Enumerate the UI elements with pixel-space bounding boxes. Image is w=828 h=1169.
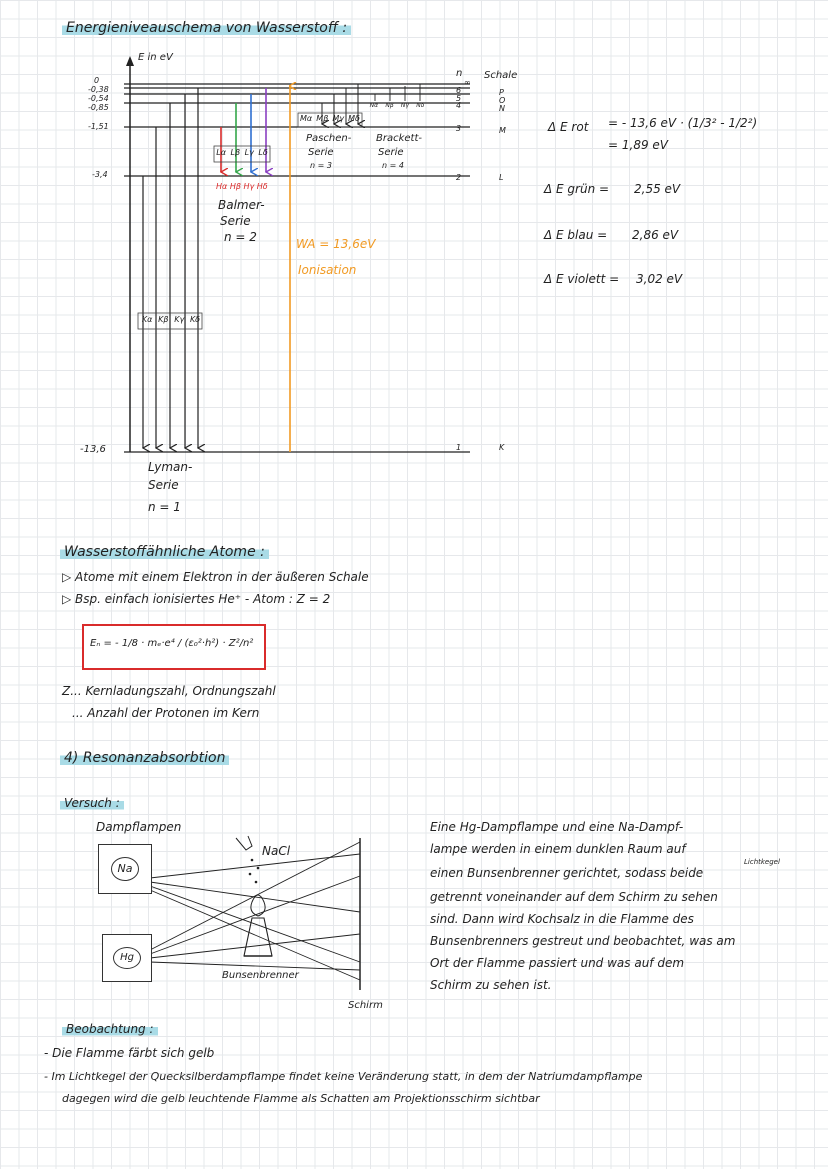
axis-arrowhead xyxy=(126,56,134,66)
n-4: 4 xyxy=(456,101,462,110)
balmer-labels xyxy=(214,148,270,157)
n-header: n xyxy=(456,68,463,79)
balmer-h-labels: Hα Hβ Hγ Hδ xyxy=(216,182,268,191)
delta-blau-value: 2,86 eV xyxy=(632,228,679,242)
schale-header: Schale xyxy=(484,70,518,81)
tick-136: -13,6 xyxy=(80,444,106,455)
lichtkegel-note: Lichtkegel xyxy=(744,858,780,866)
na-lamp-box xyxy=(98,844,152,894)
hand-icon xyxy=(236,836,252,850)
schale-k: K xyxy=(499,443,505,452)
balmer-serie: Serie xyxy=(220,214,251,228)
energy-level-diagram xyxy=(0,0,828,520)
lyman-label-1: Kα xyxy=(141,315,153,324)
desc-line-4: getrennt voneinander auf dem Schirm zu sehen xyxy=(430,890,718,904)
schirm-label: Schirm xyxy=(348,1000,383,1011)
salt-grain xyxy=(251,859,254,862)
brackett-label-1: Nα xyxy=(369,102,379,109)
lyman-n: n = 1 xyxy=(148,500,181,514)
desc-line-1: Eine Hg-Dampflampe und eine Na-Dampf- xyxy=(430,820,684,834)
balmer-name: Balmer- xyxy=(218,198,265,212)
hg-lamp-box xyxy=(102,934,152,982)
balmer-label-2: Lβ xyxy=(230,148,241,157)
tick-038: -0,38 xyxy=(88,85,109,94)
n-6: 6 xyxy=(456,86,462,95)
lyman-labels xyxy=(139,315,203,324)
lyman-label-3: Kγ xyxy=(174,315,185,324)
tick-34: -3,4 xyxy=(92,170,108,179)
ray-hg-3 xyxy=(150,934,360,958)
balmer-label-3: Lγ xyxy=(244,148,254,157)
tick-054: -0,54 xyxy=(88,94,109,103)
delta-violett-label: Δ E violett = xyxy=(544,272,620,286)
lyman-label-4: Kδ xyxy=(189,315,201,324)
lyman-label-2: Kβ xyxy=(158,315,169,324)
delta-violett-value: 3,02 eV xyxy=(636,272,683,286)
paschen-label-2: Mβ xyxy=(316,114,329,123)
paschen-name: Paschen- xyxy=(306,133,352,144)
paschen-labels xyxy=(298,114,362,123)
schale-p: P xyxy=(499,88,504,97)
z-line2: ... Anzahl der Protonen im Kern xyxy=(72,706,260,720)
n-5: 5 xyxy=(456,94,462,103)
delta-gruen-label: Δ E grün = xyxy=(544,182,610,196)
schale-n: N xyxy=(499,104,505,113)
tick-085: -0,85 xyxy=(88,103,109,112)
desc-line-2: lampe werden in einem dunklen Raum auf xyxy=(430,842,686,856)
beobachtung-heading: Beobachtung : xyxy=(62,1022,158,1036)
balmer-label-1: Lα xyxy=(216,148,226,157)
brackett-serie: Serie xyxy=(378,147,404,158)
lyman-serie: Serie xyxy=(148,478,179,492)
desc-line-6: Bunsenbrenners gestreut und beobachtet, was am xyxy=(430,934,736,948)
n-3: 3 xyxy=(456,124,462,133)
ray-na-1 xyxy=(150,854,360,878)
dampflampen-label: Dampflampen xyxy=(96,820,182,834)
bunsen-label: Bunsenbrenner xyxy=(222,970,299,981)
delta-blau-label: Δ E blau = xyxy=(544,228,608,242)
paschen-serie: Serie xyxy=(308,147,334,158)
hg-lamp-icon: Hg xyxy=(113,947,141,969)
ionisation-energy: WA = 13,6eV xyxy=(296,237,376,251)
brackett-label-4: Nδ xyxy=(416,102,425,109)
tick-151: -1,51 xyxy=(88,122,109,131)
brackett-label-3: Nγ xyxy=(400,102,409,109)
desc-line-8: Schirm zu sehen ist. xyxy=(430,978,552,992)
paschen-label-1: Mα xyxy=(300,114,313,123)
delta-rot-value: = 1,89 eV xyxy=(608,138,668,152)
schale-l: L xyxy=(499,173,504,182)
lyman-name: Lyman- xyxy=(148,460,193,474)
n-inf: ∞ xyxy=(464,78,471,87)
resonance-heading: 4) Resonanzabsorbtion xyxy=(60,750,229,766)
hlike-line2: ▷ Bsp. einfach ionisiertes He⁺ - Atom : Z = 2 xyxy=(62,592,331,606)
experiment-diagram xyxy=(0,830,430,1020)
beob-item-3: dagegen wird die gelb leuchtende Flamme als Schatten am Projektionsschirm sichtbar xyxy=(62,1092,540,1105)
schale-m: M xyxy=(499,126,506,135)
z-line1: Z... Kernladungszahl, Ordnungszahl xyxy=(62,684,276,698)
tick-0: 0 xyxy=(94,76,100,85)
n-1: 1 xyxy=(456,443,462,452)
beob-item-2: - Im Lichtkegel der Quecksilberdampflampe findet keine Veränderung statt, in dem der Natriumdampflampe xyxy=(44,1070,643,1083)
delta-rot-formula: = - 13,6 eV · (1/3² - 1/2²) xyxy=(608,116,758,130)
brackett-label-2: Nβ xyxy=(385,102,394,109)
ray-na-4 xyxy=(150,890,360,980)
ray-hg-1 xyxy=(150,842,360,950)
n-2: 2 xyxy=(456,173,462,182)
formula: Eₙ = - 1/8 · mₑ·e⁴ / (ε₀²·h²) · Z²/n² xyxy=(90,638,254,649)
bunsen-burner-icon xyxy=(244,918,272,956)
desc-line-5: sind. Dann wird Kochsalz in die Flamme des xyxy=(430,912,694,926)
na-lamp-icon: Na xyxy=(111,857,139,881)
brackett-name: Brackett- xyxy=(376,133,422,144)
hlike-heading: Wasserstoffähnliche Atome : xyxy=(60,544,269,560)
hlike-line1: ▷ Atome mit einem Elektron in der äußeren Schale xyxy=(62,570,369,584)
paschen-label-4: Mδ xyxy=(348,114,360,123)
ionisation-label: Ionisation xyxy=(298,263,357,277)
delta-gruen-value: 2,55 eV xyxy=(634,182,681,196)
paschen-label-3: Mγ xyxy=(332,114,345,123)
beob-item-1: - Die Flamme färbt sich gelb xyxy=(44,1046,215,1060)
page-title: Energieniveauschema von Wasserstoff : xyxy=(62,20,351,36)
ray-hg-4 xyxy=(150,962,360,970)
nacl-label: NaCl xyxy=(262,844,291,858)
paschen-n: n = 3 xyxy=(310,161,332,170)
schale-o: O xyxy=(499,96,506,105)
delta-rot-label: Δ E rot xyxy=(548,120,589,134)
formula-box xyxy=(82,624,266,670)
axis-label: E in eV xyxy=(138,52,173,63)
versuch-label: Versuch : xyxy=(60,796,124,810)
balmer-n: n = 2 xyxy=(224,230,257,244)
brackett-n: n = 4 xyxy=(382,161,404,170)
desc-line-3: einen Bunsenbrenner gerichtet, sodass beide xyxy=(430,866,704,880)
desc-line-7: Ort der Flamme passiert und was auf dem xyxy=(430,956,685,970)
balmer-label-4: Lδ xyxy=(258,148,268,157)
brackett-labels xyxy=(366,102,428,109)
